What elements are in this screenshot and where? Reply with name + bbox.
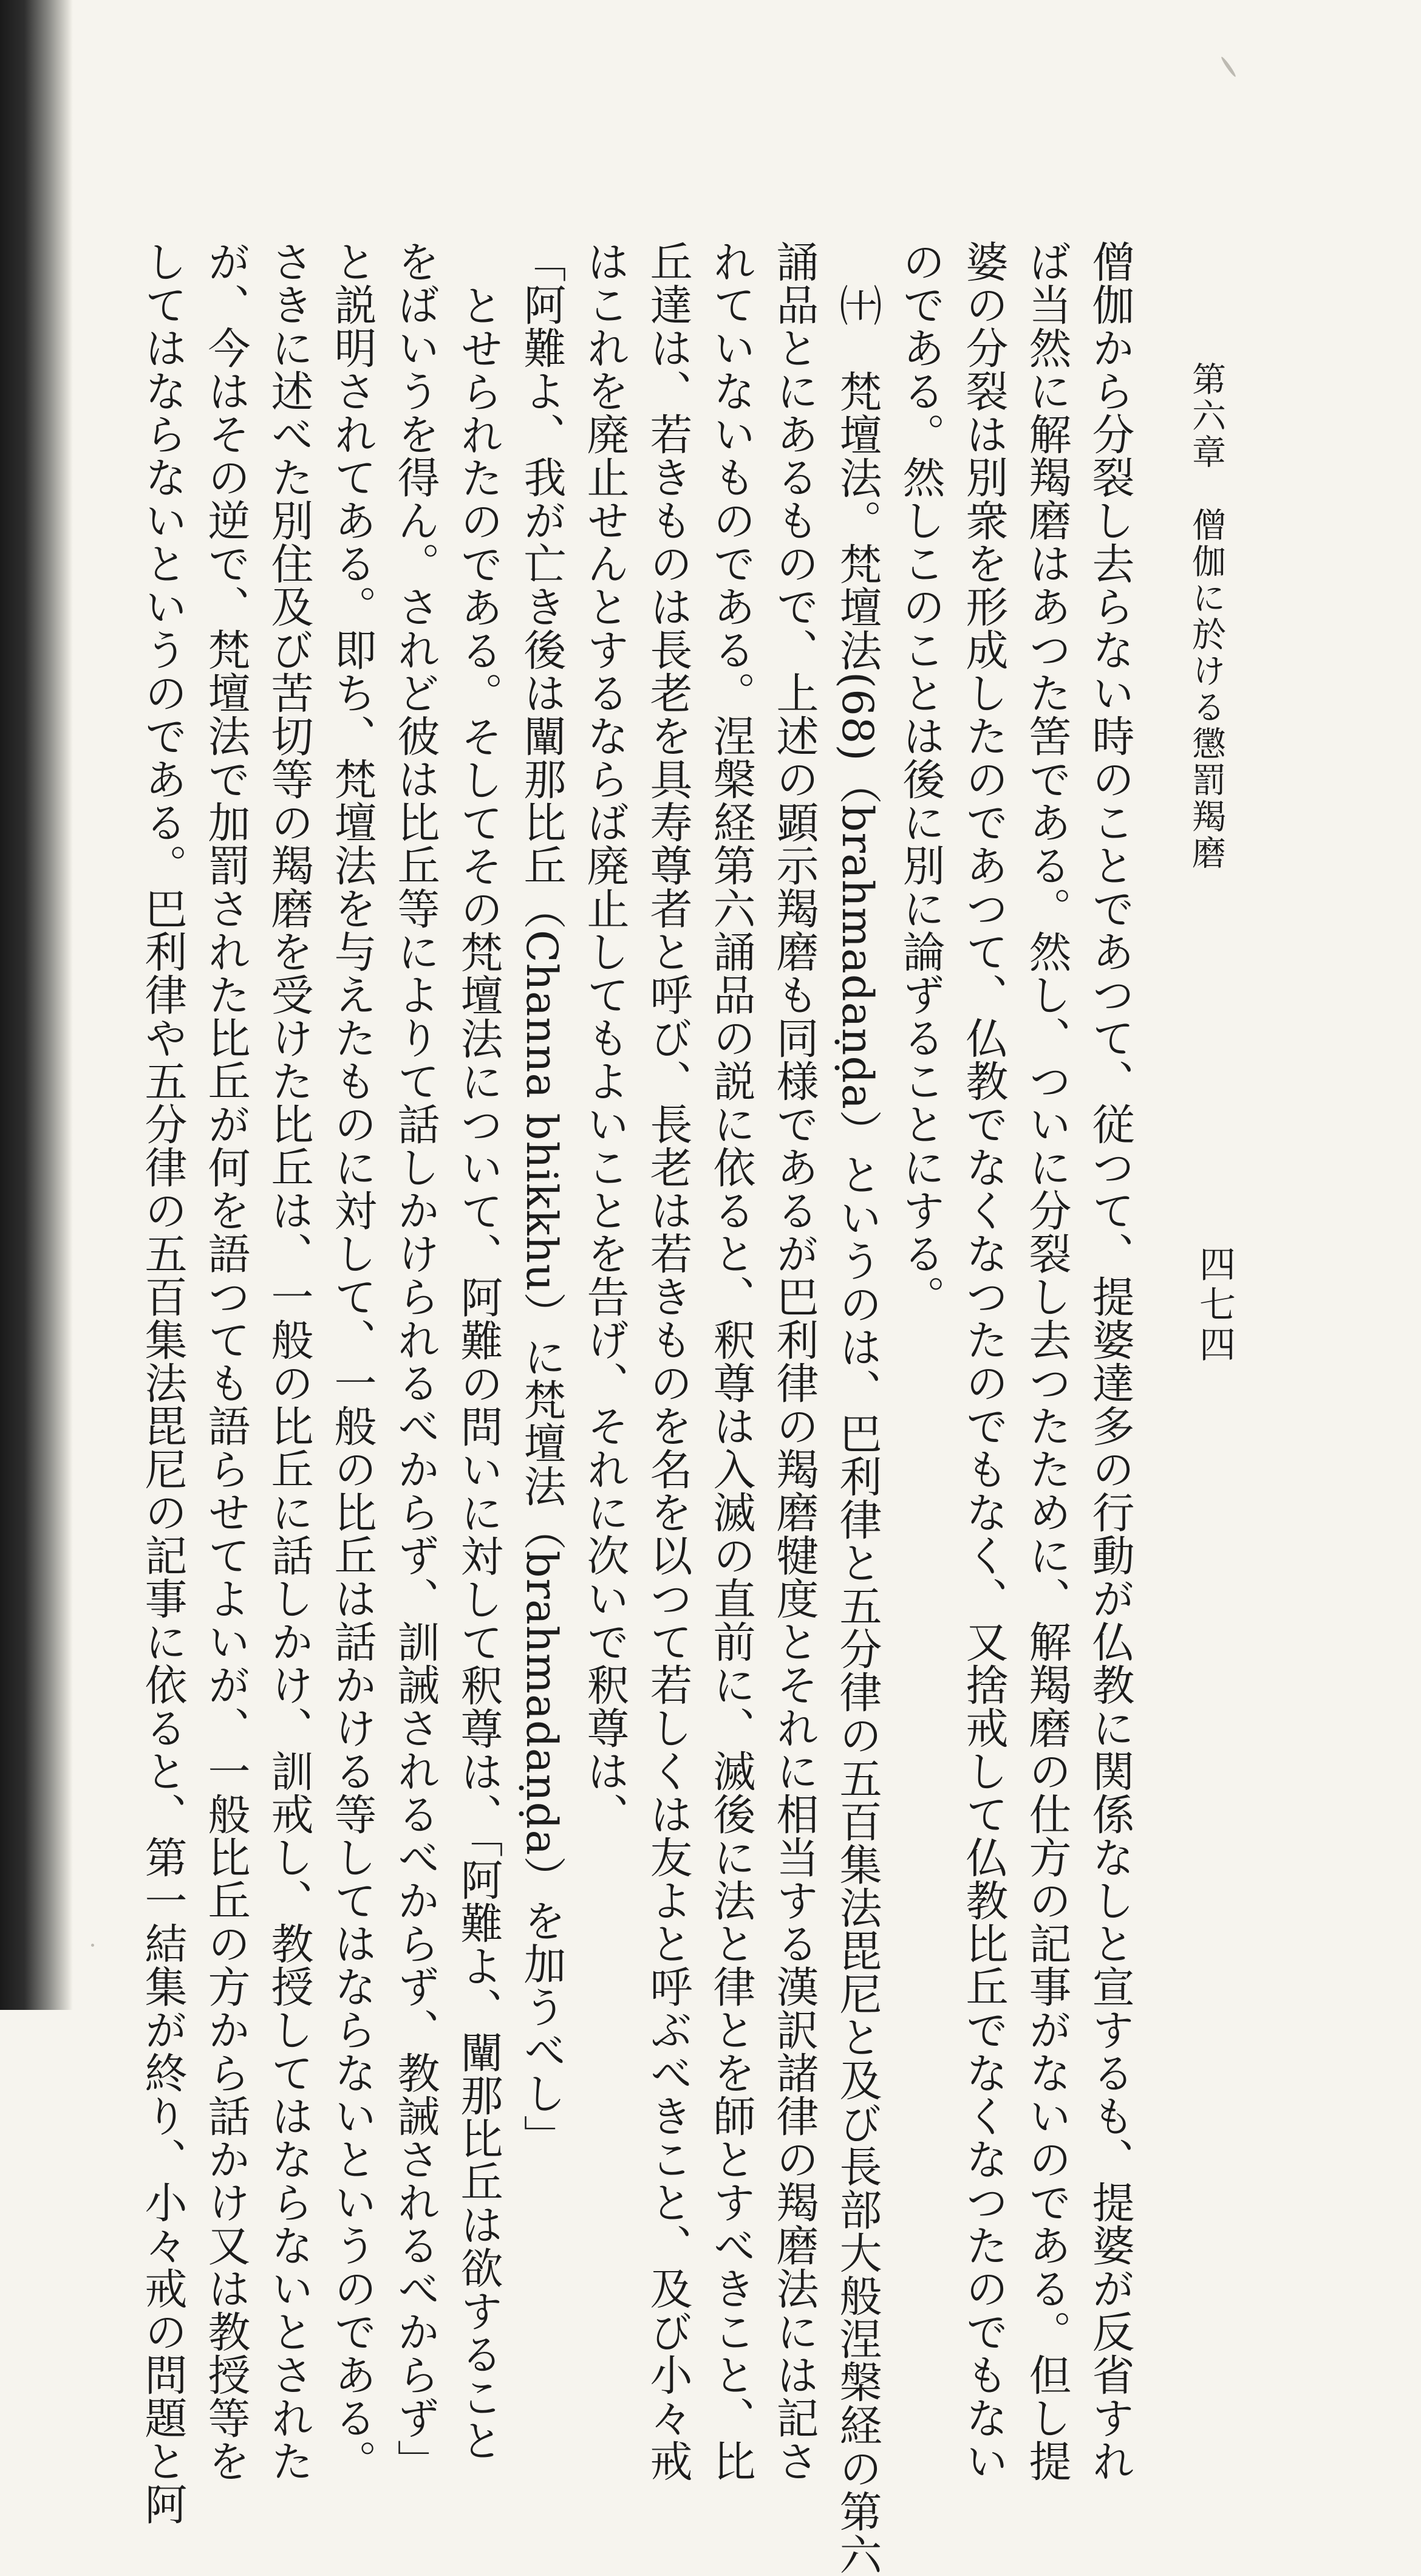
- body-text: [138, 240, 1142, 2576]
- scan-speck: [1220, 56, 1237, 78]
- scan-speck: [91, 1944, 94, 1947]
- page-number: 四七四: [1193, 1245, 1236, 1365]
- text-line: とせられたのである。そしてその梵壇法について、阿難の問いに対して釈尊は、「阿難よ、闡那比丘は欲すること: [454, 284, 503, 2462]
- text-line: 僧伽から分裂し去らない時のことであつて、従つて、提婆達多の行動が仏教に関係なしと宣するも、提婆が反省すれ: [1085, 240, 1135, 2482]
- text-line: れていないものである。涅槃経第六誦品の説に依ると、釈尊は入滅の直前に、滅後に法と律とを師とすべきこと、比: [706, 240, 756, 2482]
- quote-line: 「阿難よ、我が亡き後は闡那比丘（Channa bhikkhu）に梵壇法（brahmadaṇḍa）を加うべし」: [517, 240, 567, 2158]
- text-line: が、今はその逆で、梵壇法で加罰された比丘が何を語つても語らせてよいが、一般比丘の方から話かけ又は教授等を: [201, 240, 251, 2482]
- chapter-title: 第六章 僧伽に於ける懲罰羯磨: [1187, 361, 1226, 872]
- text-line: をばいうを得ん。されど彼は比丘等によりて話しかけられるべからず、訓誡されるべからず、教誡されるべからず」: [390, 240, 440, 2482]
- binding-shadow: [0, 0, 73, 2010]
- text-line: のである。然しこのことは後に別に論ずることにする。: [896, 240, 946, 1318]
- text-line: ば当然に解羯磨はあつた筈である。然し、ついに分裂し去つたために、解羯磨の仕方の記事がないのである。但し提: [1022, 240, 1072, 2482]
- text-line: はこれを廃止せんとするならば廃止してもよいことを告げ、それに次いで釈尊は、: [580, 240, 630, 1836]
- text-line: 誦品とにあるもので、上述の顕示羯磨も同様であるが巴利律の羯磨犍度とそれに相当する漢訳諸律の羯磨法には記さ: [769, 240, 819, 2482]
- text-line: してはならないというのである。巴利律や五分律の五百集法毘尼の記事に依ると、第一結集が終り、小々戒の問題と阿: [138, 240, 188, 2526]
- text-line: 丘達は、若きものは長老を具寿尊者と呼び、長老は若きものを名を以つて若しくは友よと呼ぶべきこと、及び小々戒: [643, 240, 693, 2482]
- text-line: 婆の分裂は別衆を形成したのであつて、仏教でなくなつたのでもなく、又捨戒して仏教比丘でなくなつたのでもない: [959, 240, 1009, 2482]
- text-line: さきに述べた別住及び苦切等の羯磨を受けた比丘は、一般の比丘に話しかけ、訓戒し、教授してはならないとされた: [264, 240, 314, 2482]
- text-line: ㈩ 梵壇法。梵壇法(68)（brahmadaṇḍa）というのは、巴利律と五分律の五百集法毘尼と及び長部大般涅槃経の第六: [833, 284, 882, 2576]
- text-line: と説明されてある。即ち、梵壇法を与えたものに対して、一般の比丘は話かける等してはならないというのである。: [327, 240, 377, 2482]
